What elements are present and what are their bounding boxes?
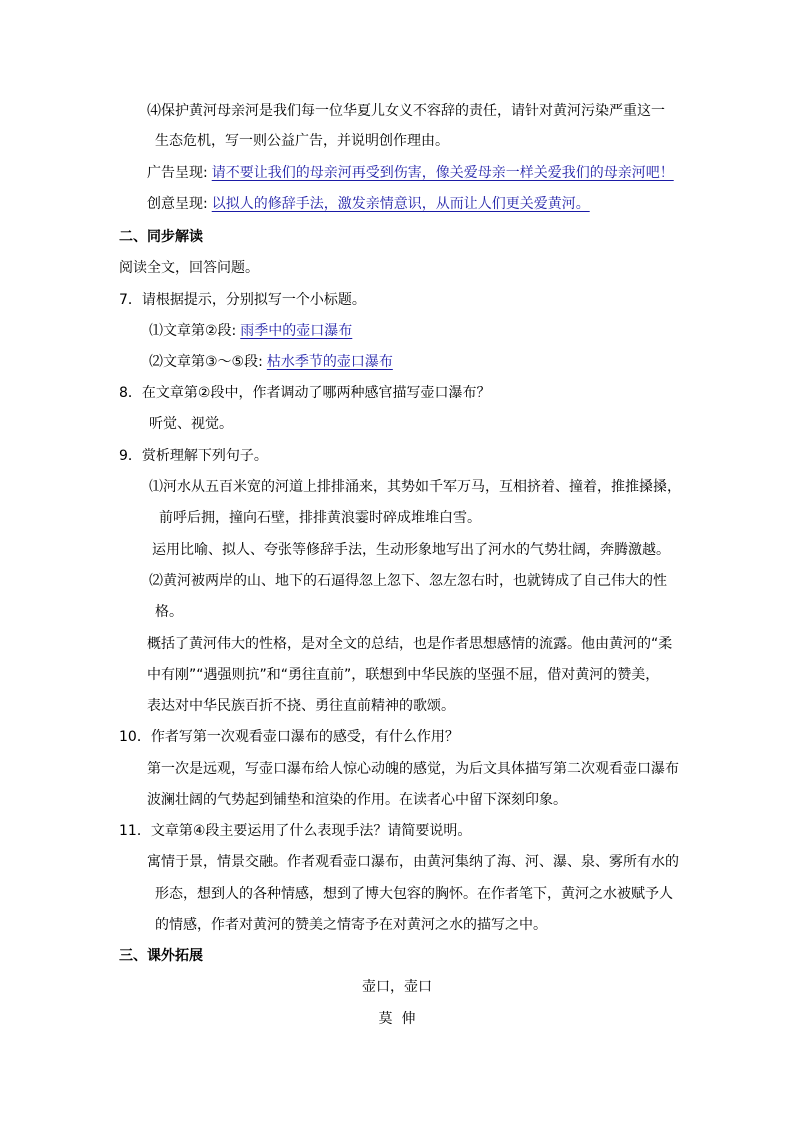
q4-idea-row bbox=[147, 194, 590, 214]
q9-sentence2-answer-line3: 表达对中华民族百折不挠、勇往直前精神的歌颂。 bbox=[147, 698, 455, 714]
q7-item1 bbox=[149, 321, 352, 341]
section3-heading: 三、课外拓展 bbox=[119, 948, 203, 964]
q11-answer-line3: 的情感，作者对黄河的赞美之情寄予在对黄河之水的描写之中。 bbox=[155, 917, 547, 933]
section2-heading: 二、同步解读 bbox=[119, 229, 203, 245]
q9-sentence1-line2: 前呼后拥，撞向石壁，排排黄浪霎时碎成堆堆白雪。 bbox=[159, 510, 481, 526]
q4-idea-answer: 以拟人的修辞手法，激发亲情意识，从而让人们更关爱黄河。 bbox=[211, 196, 590, 212]
q11-answer-line2: 形态，想到人的各种情感，想到了博大包容的胸怀。在作者笔下，黄河之水被赋予人 bbox=[155, 886, 673, 902]
q7-item1-label: ⑴文章第②段: bbox=[149, 323, 237, 339]
q7-item2 bbox=[149, 352, 393, 372]
q4-question-line1: ⑷保护黄河母亲河是我们每一位华夏儿女义不容辞的责任，请针对黄河污染严重这一 bbox=[147, 103, 665, 119]
article-author: 莫 伸 bbox=[378, 1011, 416, 1027]
q4-ad-label: 广告呈现: bbox=[147, 165, 208, 181]
q8-answer: 听觉、视觉。 bbox=[149, 416, 233, 432]
q11-question: 11．文章第④段主要运用了什么表现手法？请简要说明。 bbox=[119, 823, 472, 839]
q4-idea-label: 创意呈现: bbox=[147, 196, 208, 212]
q9-question: 9．赏析理解下列句子。 bbox=[119, 448, 268, 464]
q7-question: 7．请根据提示，分别拟写一个小标题。 bbox=[119, 292, 366, 308]
q9-sentence2-answer-line2: 中有刚”“遇强则抗”和“勇往直前”，联想到中华民族的坚强不屈，借对黄河的赞美， bbox=[147, 667, 660, 683]
section2-instruction: 阅读全文，回答问题。 bbox=[119, 260, 259, 276]
q10-answer-line1: 第一次是远观，写壶口瀑布给人惊心动魄的感觉，为后文具体描写第二次观看壶口瀑布 bbox=[147, 761, 679, 777]
q10-question: 10．作者写第一次观看壶口瀑布的感受，有什么作用？ bbox=[119, 729, 459, 745]
q4-ad-answer: 请不要让我们的母亲河再受到伤害，像关爱母亲一样关爱我们的母亲河吧！ bbox=[211, 165, 674, 181]
q11-answer-line1: 寓情于景，情景交融。作者观看壶口瀑布，由黄河集纳了海、河、瀑、泉、雾所有水的 bbox=[147, 854, 679, 870]
article-title: 壶口，壶口 bbox=[362, 979, 432, 995]
q9-sentence1-answer: 运用比喻、拟人、夸张等修辞手法，生动形象地写出了河水的气势壮阔，奔腾激越。 bbox=[152, 542, 670, 558]
q4-question-line2: 生态危机，写一则公益广告，并说明创作理由。 bbox=[155, 133, 449, 149]
q9-sentence1-line1: ⑴河水从五百米宽的河道上排排涌来，其势如千军万马，互相挤着、撞着，推推搡搡， bbox=[149, 479, 681, 495]
q7-item2-answer: 枯水季节的壶口瀑布 bbox=[266, 354, 393, 370]
q10-answer-line2: 波澜壮阔的气势起到铺垫和渲染的作用。在读者心中留下深刻印象。 bbox=[147, 792, 567, 808]
q8-question: 8．在文章第②段中，作者调动了哪两种感官描写壶口瀑布？ bbox=[119, 385, 491, 401]
q9-sentence2-line2: 格。 bbox=[155, 604, 183, 620]
q9-sentence2-line1: ⑵黄河被两岸的山、地下的石逼得忽上忽下、忽左忽右时，也就铸成了自己伟大的性 bbox=[149, 573, 667, 589]
q4-ad-row bbox=[147, 163, 674, 183]
q7-item1-answer: 雨季中的壶口瀑布 bbox=[240, 323, 353, 339]
q9-sentence2-answer-line1: 概括了黄河伟大的性格，是对全文的总结，也是作者思想感情的流露。他由黄河的“柔 bbox=[147, 636, 673, 652]
q7-item2-label: ⑵文章第③～⑤段: bbox=[149, 354, 263, 370]
